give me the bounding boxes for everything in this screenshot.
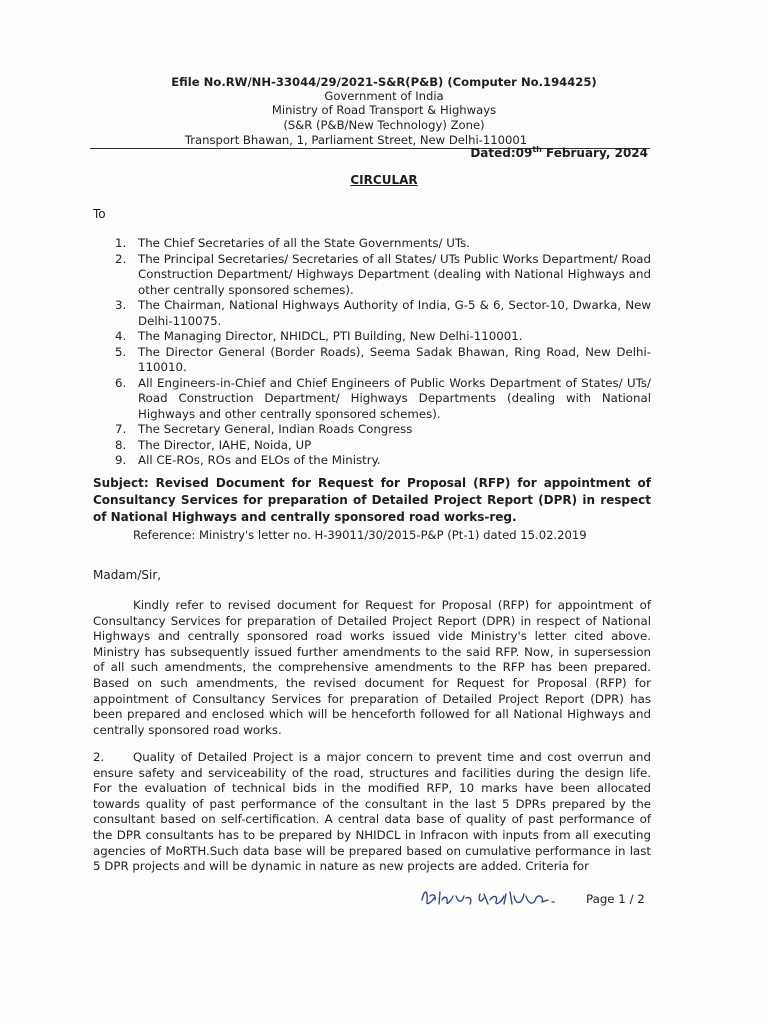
recipient-item: 4. The Managing Director, NHIDCL, PTI Building, New Delhi-110001.	[115, 329, 523, 343]
recipient-item: 8. The Director, IAHE, Noida, UP	[115, 437, 312, 452]
government-line: Government of India	[324, 89, 444, 103]
recipient-item: 2. The Principal Secretaries/ Secretaries of all States/ UTs Public Works Department/ Road Construction Department/ Highways Department (dealing with National Highways and other centrally sponsored schemes).	[115, 251, 651, 297]
recipient-item: 9. All CE-ROs, ROs and ELOs of the Ministry.	[115, 453, 381, 467]
recipient-item: 1. The Chief Secretaries of all the State Governments/ UTs.	[115, 236, 471, 250]
recipient-item: 5. The Director General (Border Roads), Seema Sadak Bhawan, Ring Road, New Delhi-110010.	[115, 344, 651, 374]
paragraph-2: 2. Quality of Detailed Project is a major concern to prevent time and cost overrun and ensure safety and serviceability of the road, structures and facilities during the design life. For the evaluation of technical bids in the modified RFP, 10 marks have been allocated towards quality of past performance of the consultant in the last 5 DPRs prepared by the consultant based on self-certification. A central data base of quality of past performance of the DPR consultants has to be prepared by NHIDCL in Infracon with inputs from all executing agencies of MoRTH.Such data base will be prepared based on cumulative performance in last 5 DPR projects and will be dynamic in nature as new projects are added. Criteria for	[93, 750, 651, 874]
ministry-line: Ministry of Road Transport & Highways	[271, 103, 497, 117]
paragraph-number: 2.	[93, 750, 105, 764]
handwritten-signature	[418, 882, 578, 912]
paragraph-1: Kindly refer to revised document for Request for Proposal (RFP) for appointment of Consultancy Services for preparation of Detailed Project Report (DPR) in respect of National Highways and centrally sponsored road works issued vide Ministry's letter cited above. Ministry has subsequently issued further amendments to the said RFP. Now, in supersession of all such amendments, the comprehensive amendments to the RFP has been prepared. Based on such amendments, the revised document for Request for Proposal (RFP) for appointment of Consultancy Services for preparation of Detailed Project Report (DPR) has been prepared and enclosed which will be henceforth followed for all National Highways and centrally sponsored road works.	[93, 598, 651, 737]
zone-line: (S&R (P&B/New Technology) Zone)	[283, 118, 485, 132]
recipient-item: 3. The Chairman, National Highways Authority of India, G-5 & 6, Sector-10, Dwarka, New Delhi-110075.	[115, 298, 651, 328]
recipient-item: 7. The Secretary General, Indian Roads Congress	[115, 422, 413, 436]
recipient-list	[111, 236, 651, 469]
recipient-item: 6. All Engineers-in-Chief and Chief Engineers of Public Works Department of States/ UTs/ Road Construction Department/ Highways Departments (dealing with National Highways and other centrally sponsored schemes).	[115, 375, 651, 421]
to-label: To	[93, 207, 106, 221]
reference-line: Reference: Ministry's letter no. H-39011/30/2015-P&P (Pt-1) dated 15.02.2019	[133, 528, 587, 542]
date-line: Dated:09th February, 2024	[470, 145, 648, 160]
subject-line: Subject: Revised Document for Request for Proposal (RFP) for appointment of Consultancy Services for preparation of Detailed Project Report (DPR) in respect of National Highways and centrally sponsored road works-reg.	[93, 476, 651, 524]
document-title: CIRCULAR	[350, 173, 418, 187]
page-number: Page 1 / 2	[586, 892, 645, 906]
efile-number: Efile No.RW/NH-33044/29/2021-S&R(P&B) (Computer No.194425)	[171, 75, 597, 89]
address-line: Transport Bhawan, 1, Parliament Street, New Delhi-110001	[184, 133, 528, 147]
salutation: Madam/Sir,	[93, 568, 162, 582]
